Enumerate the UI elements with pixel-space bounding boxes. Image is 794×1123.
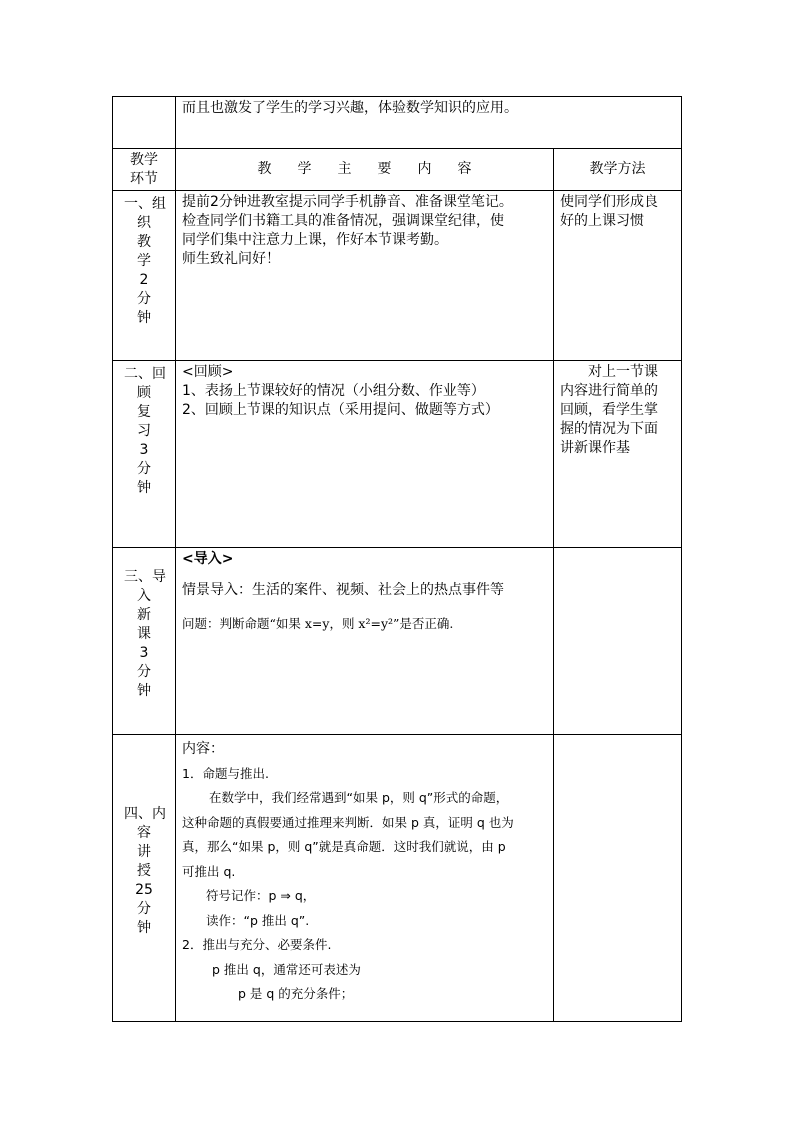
stage-line: 分 <box>137 901 151 917</box>
stage-line: 习 <box>137 423 151 439</box>
method-line: 使同学们形成良 <box>560 194 658 210</box>
intro-text: 而且也激发了学生的学习兴趣，体验数学知识的应用。 <box>182 100 518 116</box>
method-line: 讲新课作基 <box>560 440 630 456</box>
stage-line: 复 <box>137 404 151 420</box>
content-line: 1．命题与推出. <box>182 765 269 781</box>
content-question: 问题：判断命题“如果 x=y，则 x²=y²”是否正确. <box>182 616 454 631</box>
stage-line: 钟 <box>137 920 151 936</box>
content-line: <回顾> <box>182 364 234 380</box>
row-teaching <box>113 735 682 1022</box>
content-cell <box>176 735 554 1022</box>
method-line: 对上一节课 <box>588 364 658 380</box>
stage-cell <box>113 361 176 548</box>
method-line: 回顾，看学生掌 <box>560 402 658 418</box>
stage-line: 容 <box>137 825 151 841</box>
row-organize <box>113 191 682 361</box>
content-heading: <导入> <box>182 551 234 567</box>
stage-line: 课 <box>137 626 151 642</box>
stage-line: 分 <box>137 291 151 307</box>
stage-cell <box>113 735 176 1022</box>
intro-content-cell <box>176 97 682 149</box>
content-line: 情景导入：生活的案件、视频、社会上的热点事件等 <box>182 582 504 598</box>
stage-line: 学 <box>137 253 151 269</box>
intro-row <box>113 97 682 149</box>
stage-line: 三、导 <box>124 569 166 585</box>
row-introduce <box>113 548 682 735</box>
content-line: 内容： <box>182 741 224 757</box>
stage-line: 四、内 <box>124 806 166 822</box>
method-line: 好的上课习惯 <box>560 213 644 229</box>
stage-line: 分 <box>137 664 151 680</box>
content-line: 真，那么“如果 p，则 q”就是真命题．这时我们就说，由 p <box>182 839 506 854</box>
content-line: p 是 q 的充分条件； <box>238 986 354 1001</box>
stage-line: 3 <box>139 645 149 661</box>
content-cell <box>176 548 554 735</box>
stage-line: 3 <box>139 442 149 458</box>
content-line: 2、回顾上节课的知识点（采用提问、做题等方式） <box>182 402 499 418</box>
content-line: 读作：“p 推出 q”. <box>206 912 310 928</box>
method-cell <box>554 361 682 548</box>
stage-cell <box>113 548 176 735</box>
stage-line: 钟 <box>137 480 151 496</box>
stage-line: 钟 <box>137 310 151 326</box>
content-line: 师生致礼问好！ <box>182 251 280 267</box>
row-review <box>113 361 682 548</box>
content-cell <box>176 361 554 548</box>
content-line: 提前2分钟进教室提示同学手机静音、准备课堂笔记。 <box>182 194 513 210</box>
stage-cell <box>113 191 176 361</box>
stage-line: 织 <box>137 215 151 231</box>
stage-line: 分 <box>137 461 151 477</box>
header-stage <box>113 149 176 191</box>
stage-line: 钟 <box>137 683 151 699</box>
content-cell <box>176 191 554 361</box>
stage-line: 二、回 <box>124 366 166 382</box>
intro-stage-cell <box>113 97 176 149</box>
method-cell <box>554 548 682 735</box>
method-cell <box>554 191 682 361</box>
header-stage-line: 教学 <box>130 151 158 168</box>
method-line: 握的情况为下面 <box>560 421 658 437</box>
method-cell <box>554 735 682 1022</box>
header-stage-line: 环节 <box>130 170 158 187</box>
stage-line: 25 <box>135 882 153 898</box>
content-line: 可推出 q. <box>182 863 236 879</box>
stage-line: 顾 <box>137 385 151 401</box>
content-line: 符号记作：p ⇒ q， <box>206 888 316 903</box>
content-line: 检查同学们书籍工具的准备情况，强调课堂纪律，使 <box>182 213 504 229</box>
header-row <box>113 149 682 191</box>
content-line: 2．推出与充分、必要条件. <box>182 937 332 952</box>
stage-line: 新 <box>137 607 151 623</box>
stage-line: 入 <box>137 588 151 604</box>
content-line: 这种命题的真假要通过推理来判断．如果 p 真，证明 q 也为 <box>182 814 514 830</box>
header-method: 教学方法 <box>554 149 682 191</box>
content-line: 在数学中，我们经常遇到“如果 p，则 q”形式的命题， <box>209 790 509 805</box>
stage-line: 一、组 <box>124 196 166 212</box>
content-line: p 推出 q，通常还可表述为 <box>212 961 361 977</box>
header-content: 教学主要内容 <box>176 149 554 191</box>
stage-line: 2 <box>139 272 149 288</box>
content-line: 1、表扬上节课较好的情况（小组分数、作业等） <box>182 383 485 399</box>
content-line: 同学们集中注意力上课，作好本节课考勤。 <box>182 232 448 248</box>
stage-line: 授 <box>137 863 151 879</box>
stage-line: 讲 <box>137 844 151 860</box>
stage-line: 教 <box>137 234 151 250</box>
method-line: 内容进行简单的 <box>560 383 658 399</box>
lesson-plan-table <box>112 96 682 1022</box>
